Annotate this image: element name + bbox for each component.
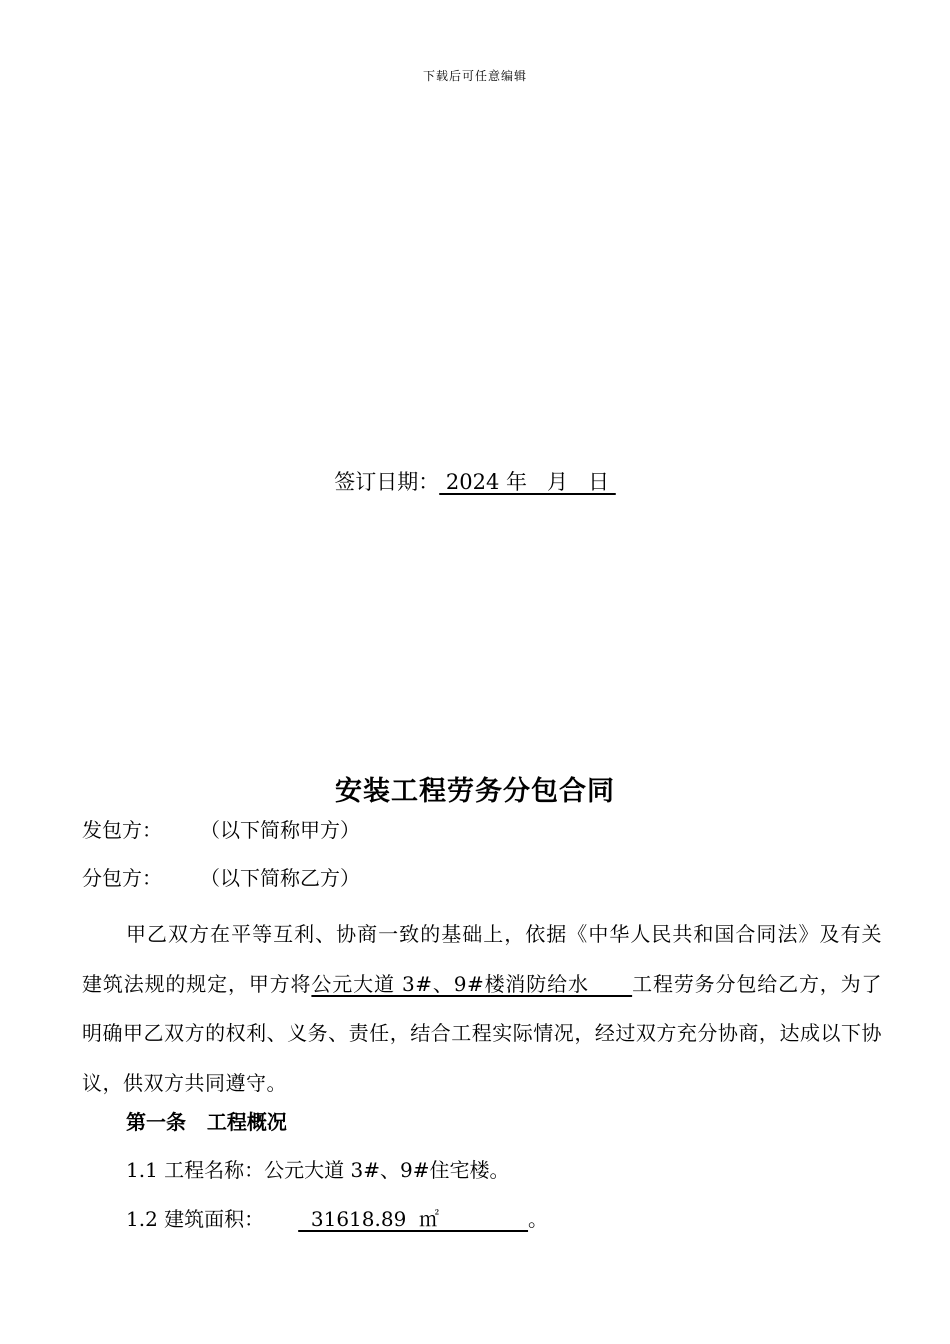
article-1-item-2 — [126, 1205, 548, 1233]
party-a-label: 发包方： — [82, 818, 162, 842]
party-b-value: （以下简称乙方） — [200, 866, 360, 890]
item-label: 工程名称： — [164, 1158, 265, 1182]
signing-date-label: 签订日期： — [334, 470, 440, 494]
item-suffix: 。 — [528, 1207, 549, 1231]
intro-paragraph — [82, 910, 882, 1108]
item-value: 公元大道 3#、9#住宅楼。 — [264, 1158, 510, 1182]
header-note: 下载后可任意编辑 — [422, 69, 527, 83]
party-a-value: （以下简称甲方） — [200, 818, 360, 842]
party-a-line — [82, 816, 360, 844]
article-1-heading: 第一条 工程概况 — [126, 1110, 287, 1134]
contract-title: 安装工程劳务分包合同 — [335, 776, 615, 807]
item-label: 建筑面积： — [164, 1207, 265, 1231]
intro-project-name: 公元大道 3#、9#楼消防给水 — [311, 971, 633, 996]
building-area-value: 31618.89 ㎡ — [298, 1207, 529, 1231]
item-number: 1.1 — [126, 1158, 158, 1182]
signing-date — [0, 468, 950, 496]
signing-date-value: 2024 年 月 日 — [439, 470, 616, 494]
intro-text-after: 工程劳务分包给乙方，为了明确甲乙双方的权利、义务、责任，结合工程实际情况，经过双方充分协商，达成以下协议，供双方共同遵守。 — [82, 971, 883, 1095]
intro-text-before: 甲乙双方在平等互利、协商一致的基础上，依据《中华人民共和国合同法》及有关建筑法规的规定，甲方将 — [82, 922, 882, 996]
article-1-item-1 — [126, 1156, 510, 1184]
item-number: 1.2 — [126, 1207, 158, 1231]
party-b-line — [82, 864, 360, 892]
party-b-label: 分包方： — [82, 866, 162, 890]
